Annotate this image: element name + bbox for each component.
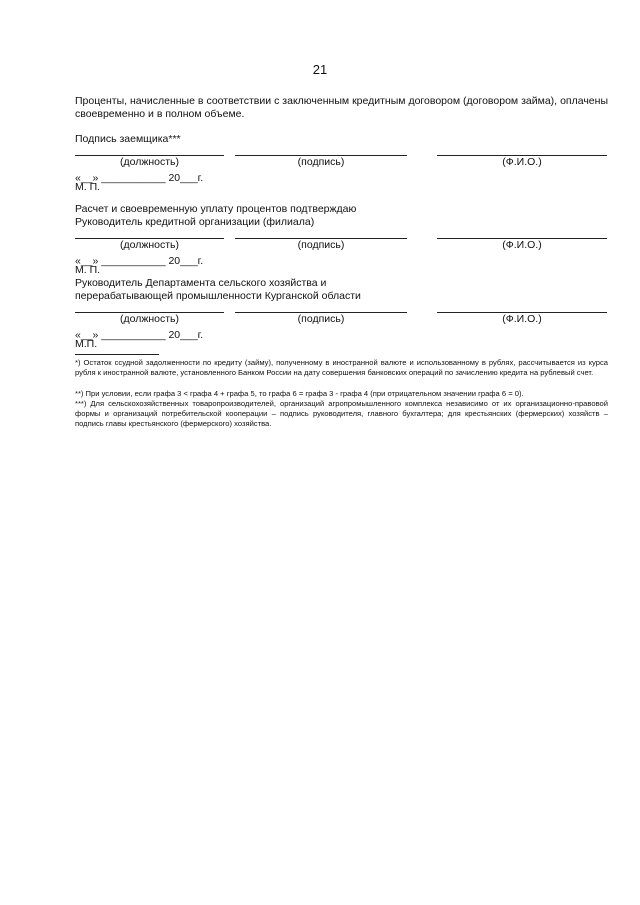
footnote-1: *) Остаток ссудной задолженности по кредиту (займу), полученному в иностранной валюте и использованному в рублях, рассчитывается из курса рубля к иностранной валюте, установленного Банком России на дату совершения банковских операций по зачислению кредита на рублевый счет. xyxy=(75,358,608,378)
bank-date-close-quote: » xyxy=(92,255,99,267)
department-stamp: М.П. xyxy=(75,338,98,350)
borrower-signature-caption: (подпись) xyxy=(297,156,345,168)
bank-name-caption: (Ф.И.О.) xyxy=(502,239,542,251)
bank-date: «__» ___________ 20___г. xyxy=(75,255,204,267)
borrower-date-close-quote: » xyxy=(92,172,99,184)
page-number: 21 xyxy=(312,62,328,77)
department-head-title-line2: перерабатывающей промышленности Курганской области xyxy=(75,290,361,302)
borrower-date-open-quote: « xyxy=(75,172,81,184)
bank-position-caption: (должность) xyxy=(119,239,180,251)
department-date-open-quote: « xyxy=(75,329,81,341)
bank-date-year-prefix: 20 xyxy=(168,255,181,267)
footnote-3: ***) Для сельскохозяйственных товаропроизводителей, организаций агропромышленного комплекса независимо от их организационно-правовой формы и организаций потребительской кооперации – подпись руководителя, главного бухгалтера; для крестьянских (фермерских) хозяйств – подпись главы крестьянского (фермерского) хозяйства. xyxy=(75,399,608,429)
bank-signature-caption: (подпись) xyxy=(297,239,345,251)
bank-date-year-suffix: г. xyxy=(197,255,204,267)
department-date: «__» ___________ 20___г. xyxy=(75,329,204,341)
bank-confirm-text: Расчет и своевременную уплату процентов подтверждаю xyxy=(75,203,357,215)
borrower-stamp: М. П. xyxy=(75,181,101,193)
borrower-date-year-suffix: г. xyxy=(197,172,204,184)
borrower-position-caption: (должность) xyxy=(119,156,180,168)
department-name-caption: (Ф.И.О.) xyxy=(502,313,542,325)
department-position-caption: (должность) xyxy=(119,313,180,325)
department-date-close-quote: » xyxy=(92,329,99,341)
intro-paragraph: Проценты, начисленные в соответствии с заключенным кредитным договором (договором займа), оплачены своевременно и в полном объеме. xyxy=(75,95,608,120)
bank-stamp: М. П. xyxy=(75,264,101,276)
borrower-name-caption: (Ф.И.О.) xyxy=(502,156,542,168)
department-date-year-suffix: г. xyxy=(197,329,204,341)
bank-date-open-quote: « xyxy=(75,255,81,267)
department-date-year-prefix: 20 xyxy=(168,329,181,341)
borrower-date: «__» ___________ 20___г. xyxy=(75,172,204,184)
footnote-2: **) При условии, если графа 3 < графа 4 + графа 5, то графа 6 = графа 3 - графа 4 (при отрицательном значении графа 6 = 0). xyxy=(75,389,524,398)
department-signature-caption: (подпись) xyxy=(297,313,345,325)
borrower-heading: Подпись заемщика*** xyxy=(75,133,181,145)
borrower-date-year-prefix: 20 xyxy=(168,172,181,184)
bank-head-title: Руководитель кредитной организации (филиала) xyxy=(75,216,315,228)
department-head-title-line1: Руководитель Департамента сельского хозяйства и xyxy=(75,277,327,289)
footnote-separator xyxy=(75,354,159,355)
